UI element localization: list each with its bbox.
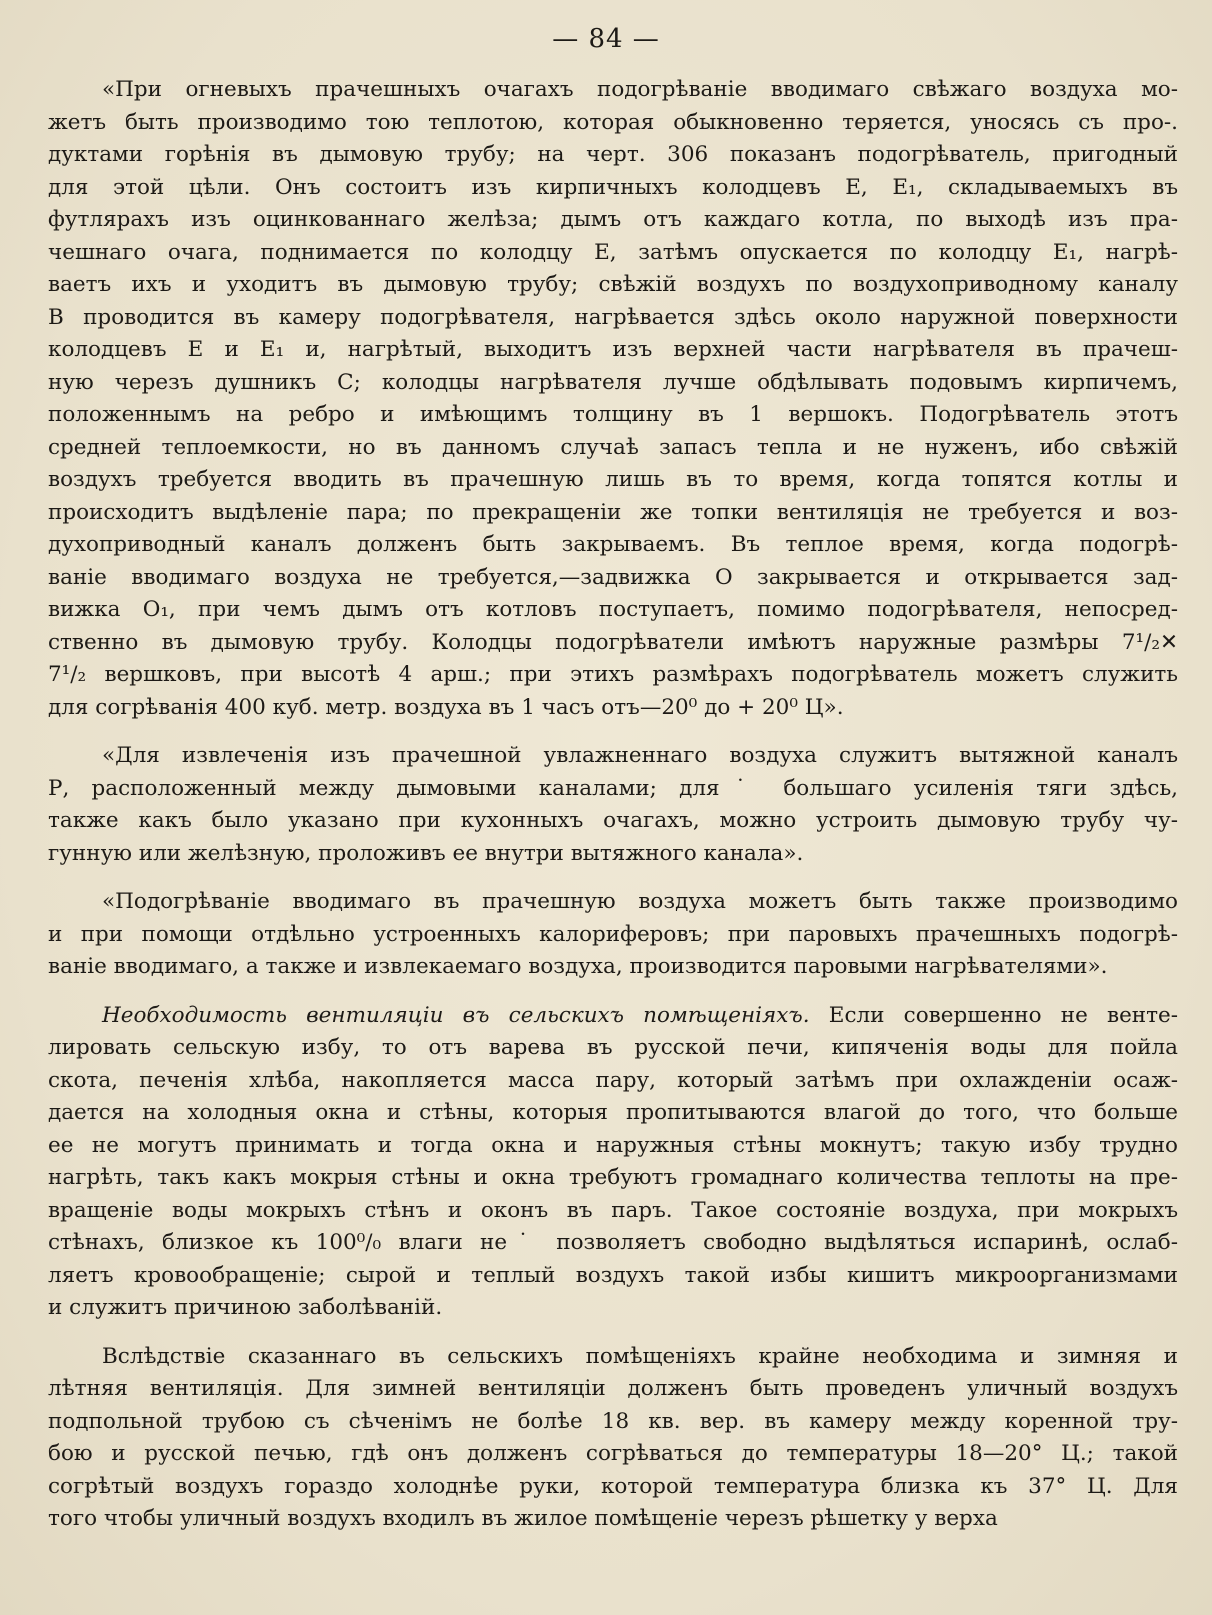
text-line: ляетъ кровообращеніе; сырой и теплый воздухъ такой избы кишитъ микроорганизмами xyxy=(48,1262,1178,1288)
text-line: и служитъ причиною заболѣваній. xyxy=(48,1295,443,1320)
text-line: ваніе вводимаго, а также и извлекаемаго воздуха, производится паровыми нагрѣвателями». xyxy=(48,954,1108,979)
text-line: для согрѣванія 400 куб. метр. воздуха въ 1 часъ отъ—20⁰ до + 20⁰ Ц». xyxy=(48,694,844,720)
text-line: бою и русской печью, гдѣ онъ долженъ согрѣваться до температуры 18—20° Ц.; такой xyxy=(48,1441,1178,1466)
paragraph-rural-ventilation xyxy=(48,1000,1178,1325)
text-line: ную черезъ душникъ С; колодцы нагрѣвателя лучше обдѣлывать подовымъ кирпичемъ, xyxy=(48,369,1178,395)
text-line: чешнаго очага, поднимается по колодцу Е, затѣмъ опускается по колодцу Е₁, нагрѣ- xyxy=(48,239,1178,265)
text-line: подпольной трубою съ сѣченімъ не болѣе 18 кв. вер. въ камеру между коренной тру- xyxy=(48,1408,1178,1434)
page-number: — 84 — xyxy=(552,24,660,54)
text-line: стѣнахъ, близкое къ 100⁰/₀ влаги не˙ позволяетъ свободно выдѣляться испаринѣ, ослаб- xyxy=(48,1230,1178,1255)
section-heading: Необходимость вентиляціи въ сельскихъ помѣщеніяхъ. xyxy=(102,1002,810,1028)
text-line: вращеніе воды мокрыхъ стѣнъ и оконъ въ паръ. Такое состояніе воздуха, при мокрыхъ xyxy=(48,1197,1178,1223)
text-line: духоприводный каналъ долженъ быть закрываемъ. Въ теплое время, когда подогрѣ- xyxy=(48,532,1178,557)
paragraph-exhaust-channel xyxy=(48,740,1178,870)
text-line: гунную или желѣзную, проложивъ ее внутри вытяжного канала». xyxy=(48,840,804,866)
text-line: лировать сельскую избу, то отъ варева въ русской печи, кипяченія воды для пойла xyxy=(48,1035,1178,1060)
text-line: и при помощи отдѣльно устроенныхъ калориферовъ; при паровыхъ прачешныхъ подогрѣ- xyxy=(48,921,1178,947)
text-line: для этой цѣли. Онъ состоитъ изъ кирпичныхъ колодцевъ Е, Е₁, складываемыхъ въ xyxy=(48,174,1178,200)
text-line: «Подогрѣваніе вводимаго въ прачешную воздуха можетъ быть также производимо xyxy=(102,889,1178,914)
paragraph-calorifers xyxy=(48,886,1178,984)
text-line: происходитъ выдѣленіе пара; по прекращеніи же топки вентиляція не требуется и воз- xyxy=(48,499,1178,525)
text-line: согрѣтый воздухъ гораздо холоднѣе руки, которой температура близка къ 37° Ц. Для xyxy=(48,1473,1178,1499)
text-line: дается на холодныя окна и стѣны, которыя пропитываются влагой до того, что больше xyxy=(48,1100,1178,1125)
text-line: ственно въ дымовую трубу. Колодцы подогрѣватели имѣютъ наружные размѣры 7¹/₂✕ xyxy=(48,629,1178,655)
text-line: средней теплоемкости, но въ данномъ случаѣ запасъ тепла и не нуженъ, ибо свѣжій xyxy=(48,434,1178,460)
paragraph-winter-ventilation xyxy=(48,1341,1178,1536)
text-line: воздухъ требуется вводить въ прачешную лишь въ то время, когда топятся котлы и xyxy=(48,467,1178,492)
heading-continuation: Если совершенно не венте- xyxy=(809,1002,1178,1028)
text-line: ваетъ ихъ и уходитъ въ дымовую трубу; свѣжій воздухъ по воздухоприводному каналу xyxy=(48,272,1178,297)
text-line: также какъ было указано при кухонныхъ очагахъ, можно устроить дымовую трубу чу- xyxy=(48,808,1178,833)
text-line: 7¹/₂ вершковъ, при высотѣ 4 арш.; при этихъ размѣрахъ подогрѣватель можетъ служить xyxy=(48,662,1178,687)
text-line: дуктами горѣнія въ дымовую трубу; на черт. 306 показанъ подогрѣватель, пригодный xyxy=(48,142,1178,167)
text-line: нагрѣть, такъ какъ мокрыя стѣны и окна требуютъ громаднаго количества теплоты на пре- xyxy=(48,1165,1178,1190)
text-line xyxy=(48,1000,1178,1033)
text-block xyxy=(48,74,1178,1536)
text-line: Вслѣдствіе сказаннаго въ сельскихъ помѣщеніяхъ крайне необходима и зимняя и xyxy=(102,1343,1178,1369)
text-line: Р, расположенный между дымовыми каналами; для˙ большаго усиленія тяги здѣсь, xyxy=(48,775,1178,801)
text-line: жетъ быть производимо тою теплотою, которая обыкновенно теряется, уносясь съ про-. xyxy=(48,109,1178,135)
paragraph-laundry-heating xyxy=(48,74,1178,724)
text-line: колодцевъ Е и Е₁ и, нагрѣтый, выходитъ изъ верхней части нагрѣвателя въ прачеш- xyxy=(48,337,1178,362)
text-line: В проводится въ камеру подогрѣвателя, нагрѣвается здѣсь около наружной поверхности xyxy=(48,304,1178,330)
text-line: скота, печенія хлѣба, накопляется масса пару, который затѣмъ при охлажденіи осаж- xyxy=(48,1067,1178,1093)
text-line: «При огневыхъ прачешныхъ очагахъ подогрѣваніе вводимаго свѣжаго воздуха мо- xyxy=(102,77,1178,102)
text-line: вижка О₁, при чемъ дымъ отъ котловъ поступаетъ, помимо подогрѣвателя, непосред- xyxy=(48,597,1178,622)
text-line: положеннымъ на ребро и имѣющимъ толщину въ 1 вершокъ. Подогрѣватель этотъ xyxy=(48,402,1178,427)
text-line: ваніе вводимаго воздуха не требуется,—задвижка О закрывается и открывается зад- xyxy=(48,564,1178,590)
text-line: того чтобы уличный воздухъ входилъ въ жилое помѣщеніе черезъ рѣшетку у верха xyxy=(48,1506,998,1531)
text-line: лѣтняя вентиляція. Для зимней вентиляціи долженъ быть проведенъ уличный воздухъ xyxy=(48,1376,1178,1401)
text-line: футлярахъ изъ оцинкованнаго желѣза; дымъ отъ каждаго котла, по выходѣ изъ пра- xyxy=(48,207,1178,232)
text-line: «Для извлеченія изъ прачешной увлажненнаго воздуха служитъ вытяжной каналъ xyxy=(102,743,1178,768)
text-line: ее не могутъ принимать и тогда окна и наружныя стѣны мокнутъ; такую избу трудно xyxy=(48,1132,1178,1158)
